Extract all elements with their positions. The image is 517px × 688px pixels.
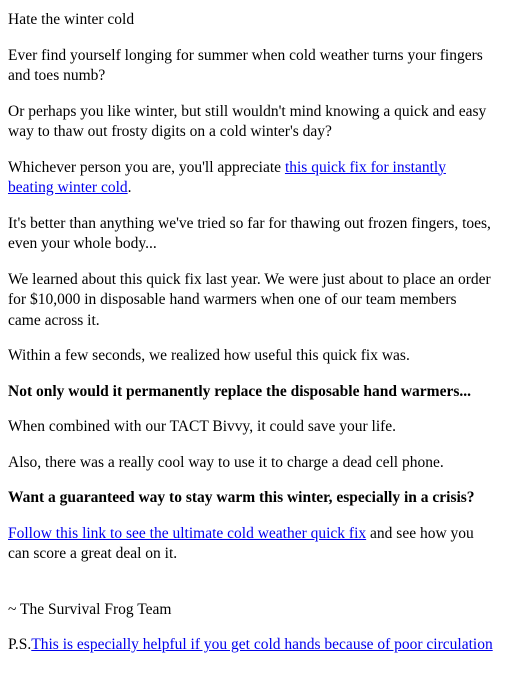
signature: ~ The Survival Frog Team: [8, 600, 172, 618]
paragraph-better-than-anything: It's better than anything we've tried so far for thawing out frozen fingers, toes, even your whole body...: [8, 214, 491, 252]
bold-text: Not only would it permanently replace the disposable hand warmers...: [8, 382, 472, 400]
ultimate-quick-fix-link[interactable]: Follow this link to see the ultimate cold weather quick fix: [8, 524, 367, 542]
paragraph-within-seconds: Within a few seconds, we realized how useful this quick fix was.: [8, 347, 410, 364]
paragraph-guaranteed-warm: [8, 488, 493, 509]
paragraph-text: .: [127, 179, 132, 196]
paragraph-tact-bivvy: When combined with our TACT Bivvy, it could save your life.: [8, 418, 397, 435]
paragraph-charge-phone: Also, there was a really cool way to use it to charge a dead cell phone.: [8, 453, 444, 471]
paragraph-longing-summer: Ever find yourself longing for summer when cold weather turns your fingers and toes numb?: [8, 46, 483, 84]
paragraph-learned-last-year: We learned about this quick fix last year. We were just about to place an order for $10,000 in disposable hand warmers when one of our team members came across it.: [8, 270, 491, 329]
paragraph-follow-link: [8, 524, 493, 565]
poor-circulation-link[interactable]: This is especially helpful if you get cold hands because of poor circulation: [31, 636, 493, 653]
paragraph-like-winter: Or perhaps you like winter, but still wouldn't mind knowing a quick and easy way to thaw out frosty digits on a cold winter's day?: [8, 102, 487, 140]
ps-prefix: P.S.: [8, 636, 32, 653]
bold-text: Want a guaranteed way to stay warm this winter, especially in a crisis?: [8, 489, 475, 506]
spacer: [8, 580, 493, 600]
quick-fix-link[interactable]: this quick fix for instantly beating winter cold: [8, 158, 446, 196]
postscript: [8, 635, 493, 656]
paragraph-text: and see how you can score a great deal on it.: [8, 524, 474, 562]
paragraph-whichever-person: [8, 158, 493, 199]
paragraph-replace-hand-warmers: [8, 382, 493, 403]
paragraph-text: Whichever person you are, you'll appreciate: [8, 158, 285, 176]
email-greeting: Hate the winter cold: [8, 11, 135, 28]
